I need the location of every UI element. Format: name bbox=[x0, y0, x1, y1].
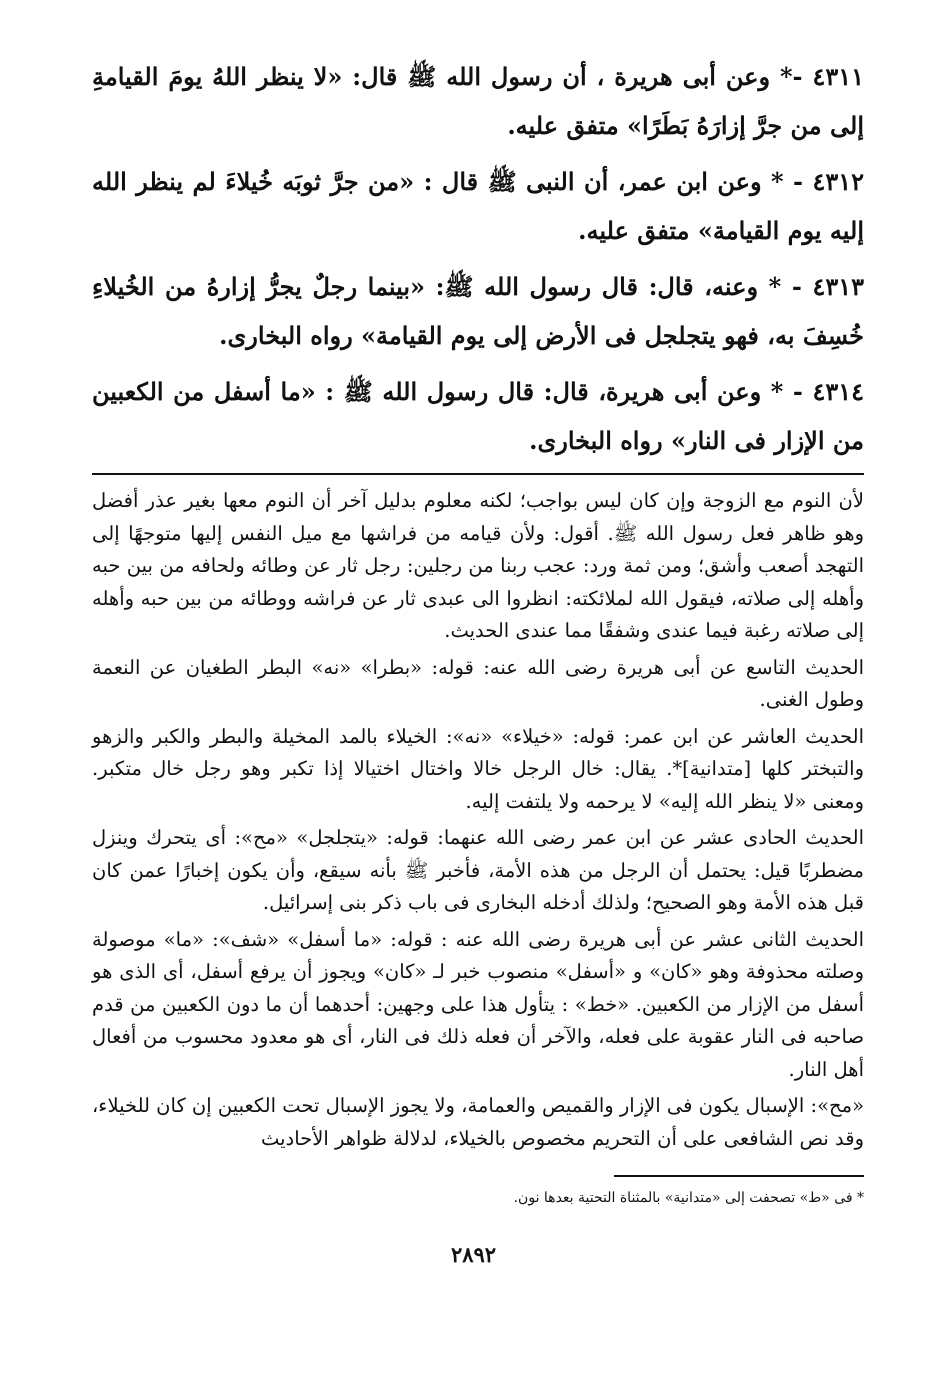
book-page bbox=[92, 52, 864, 1372]
hadith-4312: ٤٣١٢ - * وعن ابن عمر، أن النبى ﷺ قال : «من جرَّ ثوبَه خُيلاءَ لم ينظر الله إليه يوم القيامة» متفق عليه. bbox=[92, 167, 864, 245]
commentary-section bbox=[92, 485, 864, 1155]
commentary-paragraph-3: الحديث العاشر عن ابن عمر: قوله: «خيلاء» «نه»: الخيلاء بالمد المخيلة والبطر والكبر والزهو والتبختر كلها [متدانية]*. يقال: خال الرجل خالا واختال اختيالا إذا تكبر وهو رجل خال متكبر. ومعنى «لا ينظر الله إليه» لا يرحمه ولا يلتفت إليه. bbox=[92, 724, 864, 813]
commentary-paragraph-4: الحديث الحادى عشر عن ابن عمر رضى الله عنهما: قوله: «يتجلجل» «مح»: أى يتحرك وينزل مضطربًا قيل: يحتمل أن الرجل من هذه الأمة، فأخبر ﷺ بأنه سيقع، وأن يكون إخبارًا عمن كان قبل هذه الأمة وهو الصحيح؛ ولذلك أدخله البخارى فى باب ذكر بنى إسرائيل. bbox=[92, 826, 864, 914]
page-number: ٢٨٩٢ bbox=[450, 1242, 497, 1267]
hadith-section bbox=[92, 52, 864, 465]
commentary-paragraph-6: «مح»: الإسبال يكون فى الإزار والقميص والعمامة، ولا يجوز الإسبال تحت الكعبين إن كان للخيلاء، وقد نص الشافعى على أن التحريم مخصوص بالخيلاء، لدلالة ظواهر الأحاديث bbox=[92, 1094, 864, 1150]
commentary-paragraph-1: لأن النوم مع الزوجة وإن كان ليس بواجب؛ لكنه معلوم بدليل آخر أن النوم معها بغير عذر أفضل وهو ظاهر فعل رسول الله ﷺ. أقول: ولأن قيامه من فراشها مع ميل النفس إليها متوجهًا إلى التهجد أصعب وأشق؛ ومن ثمة ورد: عجب ربنا من رجلين: رجل ثار عن وطائه ولحافه من بين حبه وأهله إلى صلاته، فيقول الله لملائكته: انظروا الى عبدى ثار عن فراشه ووطائه من بين حبه وأهله إلى صلاته رغبة فيما عندى وشفقًا مما عندى الحديث. bbox=[92, 489, 864, 642]
commentary-paragraph-5: الحديث الثانى عشر عن أبى هريرة رضى الله عنه : قوله: «ما أسفل» «شف»: «ما» موصولة وصلته محذوفة وهو «كان» و «أسفل» منصوب خبر لـ «كان» ويجوز أن يرفع أسفل، أى الذى هو أسفل من الإزار من الكعبين. «خط» : يتأول هذا على وجهين: أحدهما أن ما دون الكعبين من قدم صاحبه فى النار عقوبة على فعله، والآخر أن فعله ذلك فى النار، أى هو معدود محسوب من أفعال أهل النار. bbox=[92, 927, 864, 1081]
footnote: * فى «ط» تصحفت إلى «متدانية» بالمثناة التحتية بعدها نون. bbox=[513, 1190, 864, 1206]
hadith-4311: ٤٣١١ -* وعن أبى هريرة ، أن رسول الله ﷺ قال: «لا ينظر اللهُ يومَ القيامةِ إلى من جرَّ إزارَهُ بَطَرًا» متفق عليه. bbox=[92, 62, 864, 140]
hadith-4313: ٤٣١٣ - * وعنه، قال: قال رسول الله ﷺ: «بينما رجلٌ يجرُّ إزارهُ من الخُيلاءِ خُسِفَ به، فهو يتجلجل فى الأرض إلى يوم القيامة» رواه البخارى. bbox=[92, 272, 864, 350]
commentary-paragraph-2: الحديث التاسع عن أبى هريرة رضى الله عنه: قوله: «بطرا» «نه» البطر الطغيان عن النعمة وطول الغنى. bbox=[92, 655, 864, 711]
footnote-divider bbox=[614, 1175, 864, 1177]
section-divider bbox=[92, 473, 864, 475]
hadith-4314: ٤٣١٤ - * وعن أبى هريرة، قال: قال رسول الله ﷺ : «ما أسفل من الكعبين من الإزار فى النار» رواه البخارى. bbox=[92, 377, 865, 455]
